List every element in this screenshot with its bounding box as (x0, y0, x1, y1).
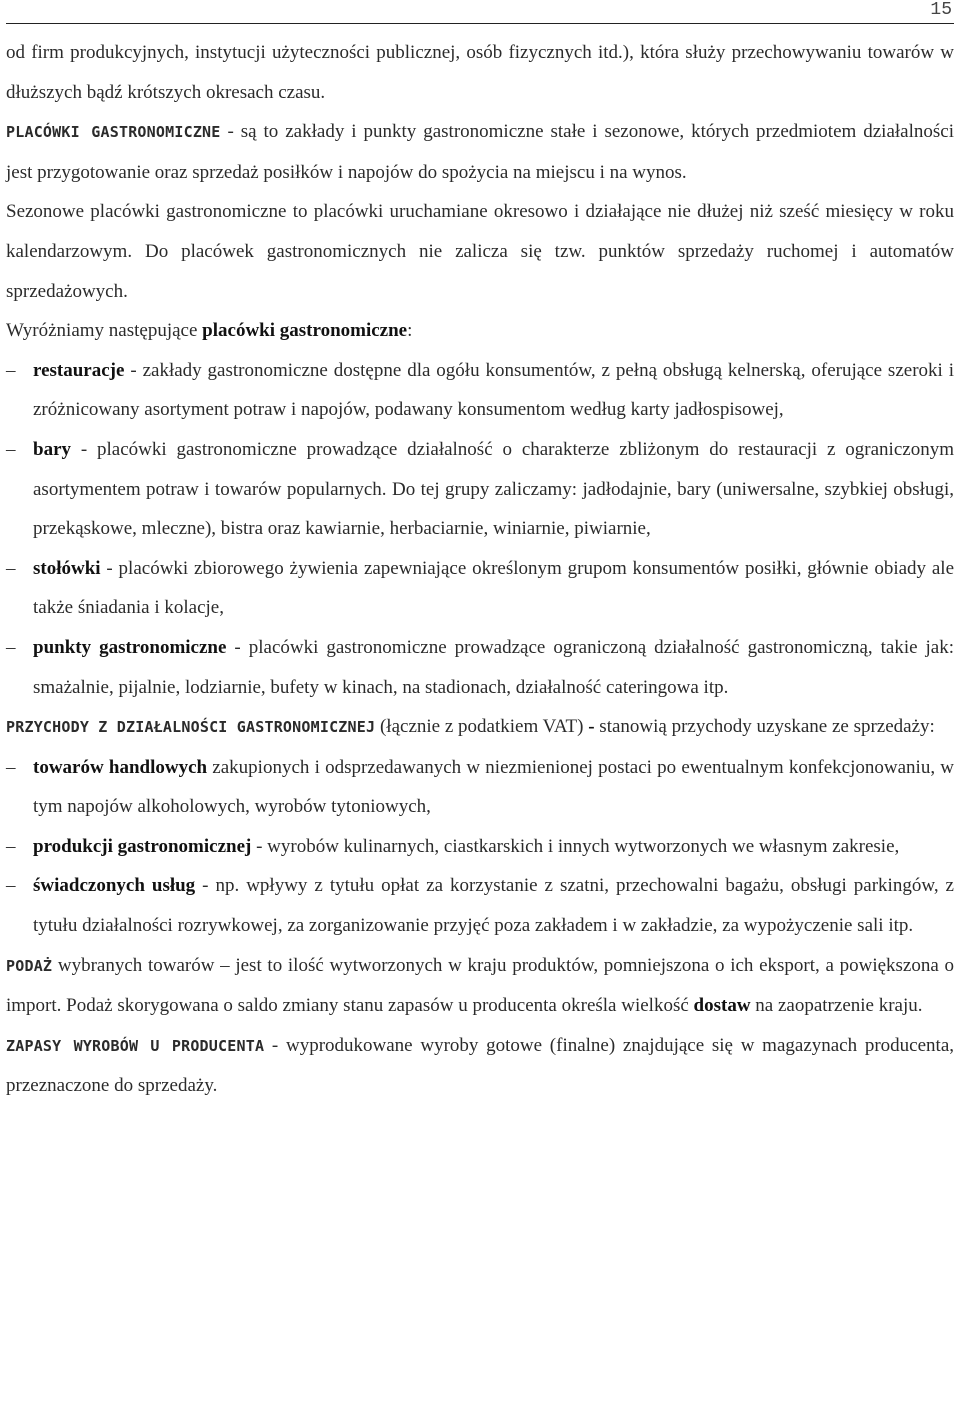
item-term: świadczonych usług (33, 875, 196, 897)
paragraph-seasonal: Sezonowe placówki gastronomiczne to placówki uruchamiane okresowo i działające nie dłużej niż sześć miesięcy w roku kalendarzowym. Do placówek gastronomicznych nie zalicza się tzw. punktów sprzedaży ruchomej i automatów sprzedażowych. (6, 201, 954, 302)
dash-bullet: – (6, 557, 16, 579)
supply-bold: dostaw (693, 995, 751, 1017)
revenue-text: (łącznie z podatkiem VAT) (375, 716, 589, 738)
document-body (6, 33, 954, 1106)
item-text: zakupionych i odsprzedawanych w niezmienionej postaci po ewentualnym konfekcjonowaniu, w tym napojów alkoholowych, wyrobów tytoniowych, (33, 756, 954, 818)
dash-bullet: – (6, 438, 16, 460)
item-text: - placówki zbiorowego żywienia zapewniające określonym grupom konsumentów posiłki, głównie obiady ale także śniadania i kolacje, (33, 557, 954, 619)
item-term: stołówki (33, 557, 101, 579)
list-revenue-sources (6, 748, 954, 946)
paragraph-types-intro (6, 311, 954, 351)
item-term: produkcji gastronomicznej (33, 835, 252, 857)
list-item (6, 748, 954, 827)
list-item (6, 430, 954, 549)
paragraph-stocks (6, 1026, 954, 1106)
paragraph-warehouse-end: od firm produkcyjnych, instytucji użyteczności publicznej, osób fizycznych itd.), która służy przechowywaniu towarów w dłuższych bądź krótszych okresach czasu. (6, 42, 954, 103)
paragraph-revenue (6, 707, 954, 748)
dash-bullet: – (6, 875, 16, 897)
dash-bullet: – (6, 359, 16, 381)
list-item (6, 628, 954, 707)
list-item (6, 549, 954, 628)
item-text: - wyrobów kulinarnych, ciastkarskich i innych wytworzonych we własnym zakresie, (251, 835, 900, 857)
dash-bullet: – (6, 636, 16, 658)
paragraph-gastro-definition (6, 112, 954, 192)
item-term: punkty gastronomiczne (33, 636, 227, 658)
supply-text-2: na zaopatrzenie kraju. (750, 995, 923, 1017)
term-zapasy: ZAPASY WYROBÓW U PRODUCENTA (6, 1036, 265, 1055)
item-text: - np. wpływy z tytułu opłat za korzystanie z szatni, przechowalni bagażu, obsługi parkingów, z tytułu działalności rozrywkowej, za zorganizowanie przyjęć poza zakładem i w zakładzie, za wypożyczenie sali itp. (33, 875, 954, 937)
term-placowki-gastronomiczne: PLACÓWKI GASTRONOMICZNE (6, 123, 221, 142)
dash-bullet: – (6, 835, 16, 857)
definition-text: - są to zakłady i punkty gastronomiczne stałe i sezonowe, których przedmiotem działalności jest przygotowanie oraz sprzedaż posiłków i napojów do spożycia na miejscu i na wynos. (6, 121, 954, 183)
item-term: towarów handlowych (33, 756, 208, 778)
header-rule (6, 23, 954, 24)
revenue-dash: - (588, 716, 595, 738)
page-number: 15 (930, 0, 952, 20)
item-term: restauracje (33, 359, 125, 381)
item-text: - zakłady gastronomiczne dostępne dla ogółu konsumentów, z pełną obsługą kelnerską, oferujące szeroki i zróżnicowany asortyment potraw i napojów, podawany konsumentom według karty jadłospisowej, (33, 359, 954, 421)
list-gastro-types (6, 351, 954, 707)
term-przychody: PRZYCHODY Z DZIAŁALNOŚCI GASTRONOMICZNEJ (6, 718, 376, 737)
list-item (6, 351, 954, 430)
item-term: bary (33, 438, 71, 460)
list-item (6, 827, 954, 867)
term-podaz: PODAŻ (6, 956, 53, 975)
intro-end: : (407, 320, 413, 342)
stocks-text: - wyprodukowane wyroby gotowe (finalne) znajdujące się w magazynach producenta, przeznaczone do sprzedaży. (6, 1034, 955, 1097)
dash-bullet: – (6, 756, 16, 778)
intro-text: Wyróżniamy następujące (6, 320, 203, 342)
intro-bold: placówki gastronomiczne (202, 320, 408, 342)
item-text: - placówki gastronomiczne prowadzące działalność o charakterze zbliżonym do restauracji z ograniczonym asortymentem potraw i towarów popularnych. Do tej grupy zaliczamy: jadłodajnie, bary (uniwersalne, szybkiej obsługi, przekąskowe, mleczne), bistra oraz kawiarnie, herbaciarnie, winiarnie, piwiarnie, (33, 438, 954, 540)
paragraph-supply (6, 946, 954, 1026)
item-text: - placówki gastronomiczne prowadzące ograniczoną działalność gastronomiczną, takie jak: smażalnie, pijalnie, lodziarnie, bufety w kinach, na stadionach, działalność cateringowa itp. (33, 636, 955, 698)
revenue-text-2: stanowią przychody uzyskane ze sprzedaży: (594, 716, 935, 738)
supply-text: wybranych towarów – jest to ilość wytworzonych w kraju produktów, pomniejszona o ich eksport, a powiększona o import. Podaż skorygowana o saldo zmiany stanu zapasów u producenta określa wielkość (6, 954, 954, 1017)
list-item (6, 866, 954, 945)
